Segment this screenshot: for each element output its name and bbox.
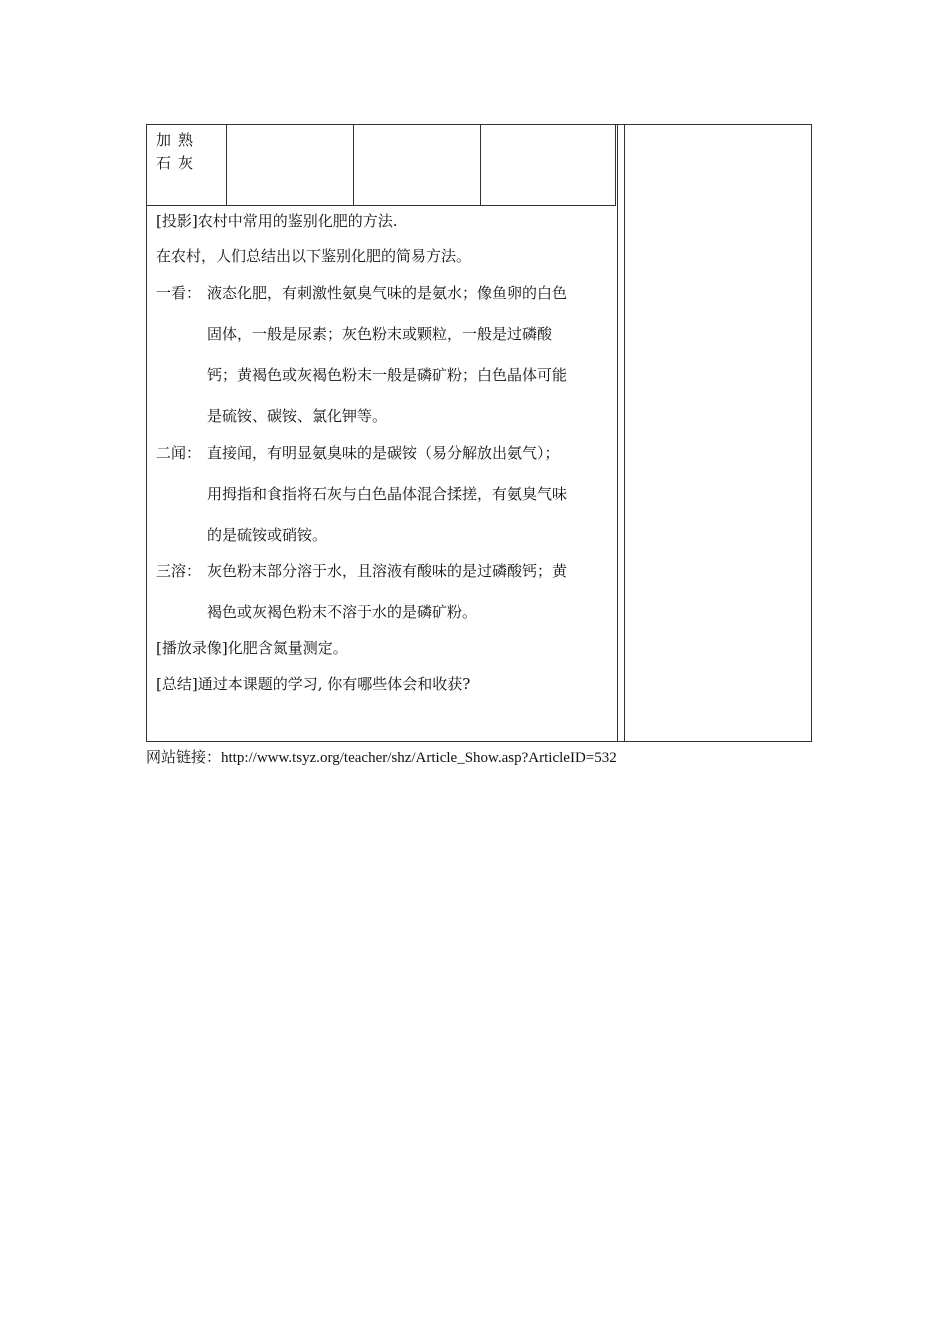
- lesson-table: [146, 124, 812, 742]
- row-label: 加熟石灰: [156, 131, 201, 172]
- intro-line: 在农村，人们总结出以下鉴别化肥的简易方法。: [156, 247, 472, 265]
- column-divider: [617, 125, 618, 741]
- smell-text-2: 用拇指和食指将石灰与白色晶体混合揉搓，有氨臭气味: [207, 485, 568, 503]
- website-link[interactable]: http://www.tsyz.org/teacher/shz/Article_Show.asp?ArticleID=532: [221, 750, 617, 766]
- smell-text-3: 的是硫铵或硝铵。: [207, 526, 328, 544]
- look-text-4: 是硫铵、碳铵、氯化钾等。: [207, 407, 388, 425]
- table-cell: [480, 125, 615, 206]
- smell-text-1: 直接闻，有明显氨臭味的是碳铵（易分解放出氨气）；: [207, 444, 560, 462]
- test-results-table: [147, 125, 616, 206]
- smell-label: 二闻：: [156, 444, 202, 462]
- website-link-line: [146, 746, 617, 767]
- look-text-1: 液态化肥，有刺激性氨臭气味的是氨水；像鱼卵的白色: [207, 284, 568, 302]
- table-cell: [147, 125, 226, 206]
- dissolve-text-2: 褐色或灰褐色粉末不溶于水的是磷矿粉。: [207, 603, 478, 621]
- projection-line: [投影]农村中常用的鉴别化肥的方法.: [156, 212, 398, 230]
- table-cell: [353, 125, 480, 206]
- look-text-2: 固体，一般是尿素；灰色粉末或颗粒，一般是过磷酸: [207, 325, 553, 343]
- summary-line: [总结]通过本课题的学习, 你有哪些体会和收获?: [156, 675, 471, 693]
- dissolve-label: 三溶：: [156, 562, 202, 580]
- table-cell: [226, 125, 353, 206]
- video-line: [播放录像]化肥含氮量测定。: [156, 639, 348, 657]
- column-divider-right: [624, 125, 625, 741]
- look-label: 一看：: [156, 284, 202, 302]
- table-row: [147, 125, 615, 206]
- look-text-3: 钙；黄褐色或灰褐色粉末一般是磷矿粉；白色晶体可能: [207, 366, 568, 384]
- link-label: 网站链接：: [146, 748, 222, 766]
- dissolve-text-1: 灰色粉末部分溶于水，且溶液有酸味的是过磷酸钙；黄: [207, 562, 568, 580]
